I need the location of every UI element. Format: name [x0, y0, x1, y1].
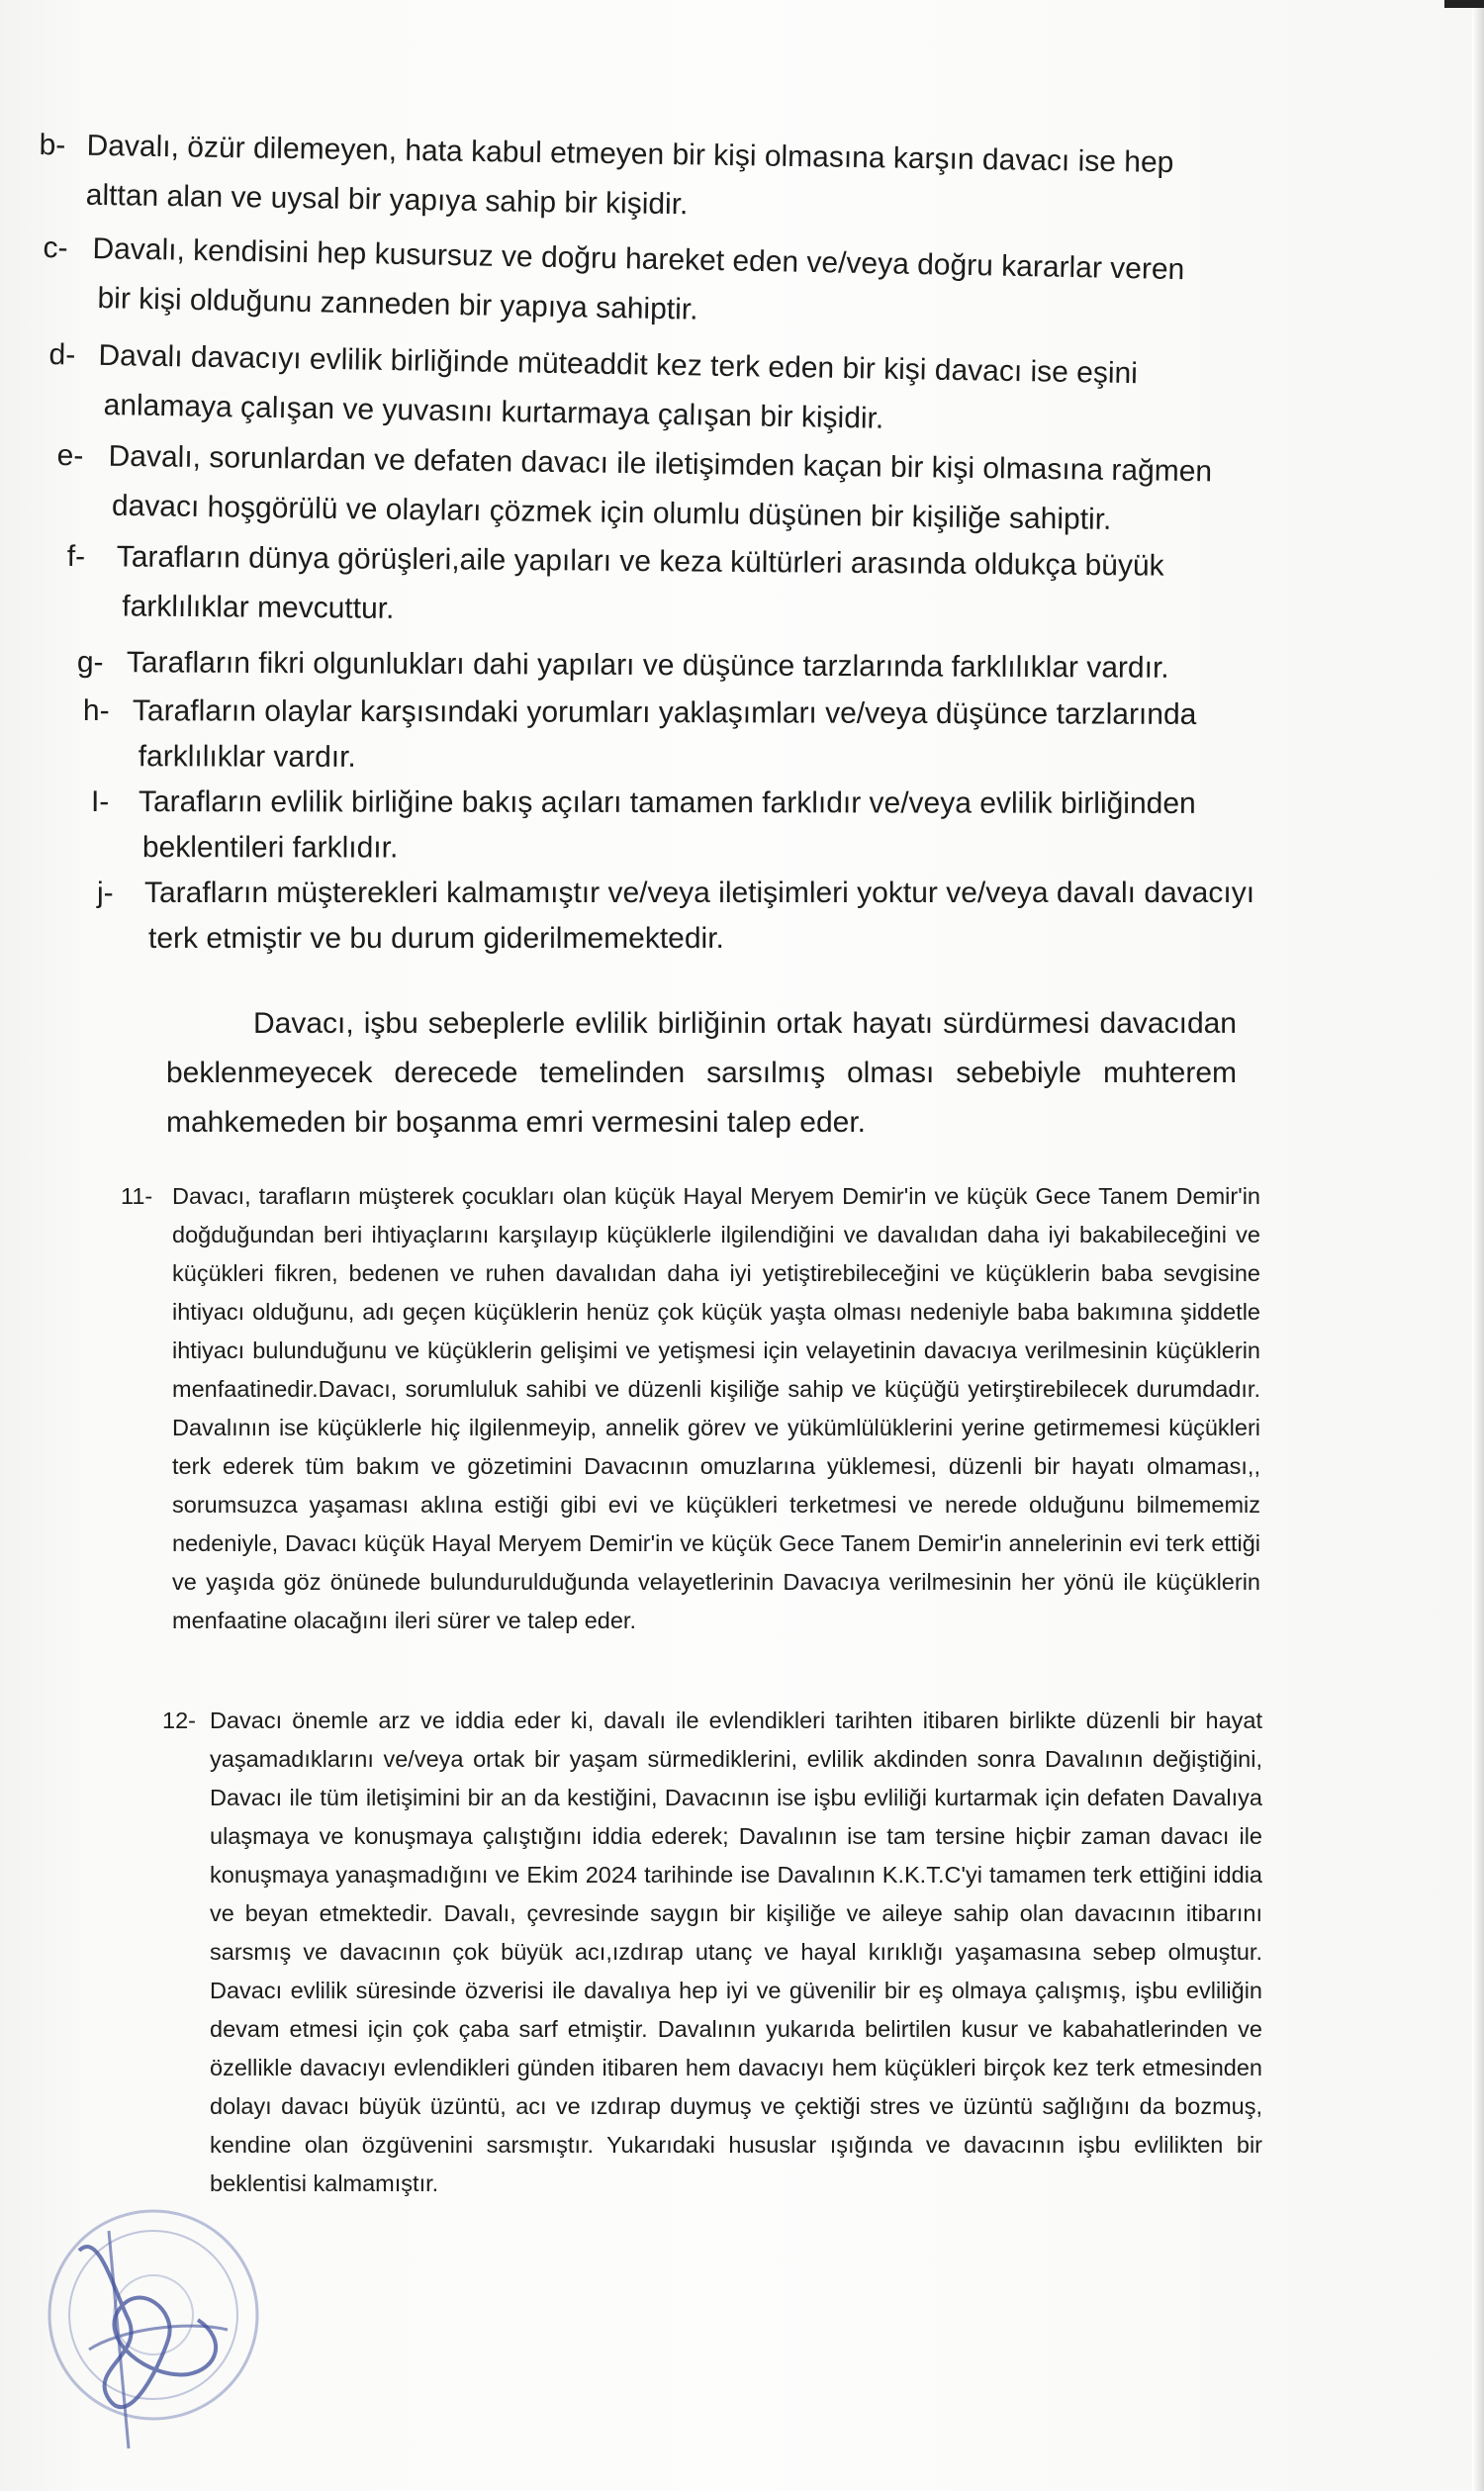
list-item-g	[76, 638, 1264, 685]
list-marker: h-	[82, 693, 110, 728]
list-text-line: Tarafların olaylar karşısındaki yorumları yaklaşımları ve/veya düşünce tarzlarında	[132, 694, 1197, 731]
list-marker: c-	[43, 231, 68, 265]
closing-paragraph: Davacı, işbu sebeplerle evlilik birliğinin ortak hayatı sürdürmesi davacıdan beklenmeyecek derecede temelinden sarsılmış olması sebebiyle muhterem mahkemeden bir boşanma emri vermesini talep eder.	[166, 1007, 1237, 1139]
list-marker: d-	[48, 337, 76, 372]
list-marker: f-	[66, 539, 86, 574]
list-text-line: farklılıklar vardır.	[138, 740, 356, 774]
list-text-line: beklentileri farklıdır.	[141, 831, 399, 865]
corner-mark	[1444, 0, 1484, 8]
list-marker: j-	[97, 876, 114, 909]
list-text-line: Tarafların müşterekleri kalmamıştır ve/veya iletişimleri yoktur ve/veya davalı davacıyı	[144, 876, 1255, 909]
list-text-line: Davalı, özür dilemeyen, hata kabul etmeyen bir kişi olmasına karşın davacı ise hep	[86, 129, 1174, 180]
list-marker: g-	[76, 645, 104, 680]
list-marker: I-	[90, 785, 110, 819]
list-item-b	[39, 121, 1227, 222]
item-text: Davacı önemle arz ve iddia eder ki, davalı ile evlendikleri tarihten itibaren birlikte düzenli bir hayat yaşamadıklarını ve/veya ortak bir yaşam sürmediklerini, evlilik akdinden sonra Davalının değiştiğini, Davacı ile tüm iletişimini bir an da kestiğini, Davacının ise işbu evliliği kurtarmak için defaten Davalıya ulaşmaya ve konuşmaya çalıştığını iddia ederek; Davalının ise tam tersine hiçbir zaman davacı ile konuşmaya yanaşmadığını ve Ekim 2024 tarihinde ise Davalının K.K.T.C'yi tamamen terk ettiğini iddia ve beyan etmektedir. Davalı, çevresinde saygın bir kişiliğe ve aileye sahip olan davacının itibarını sarsmış ve davacının çok büyük acı,ızdırap utanç ve hayal kırıklığı yaşamasına sebep olmuştur. Davacı evlilik süresinde özverisi ile davalıya hep iyi ve güvenilir bir eş olmaya çalışmış, işbu evliliğin devam etmesi için çok çaba sarf etmiştir. Davalının yukarıda belirtilen kusur ve kabahatlerinden ve özellikle davacıyı evlendikleri günden itibaren hem davacıyı hem küçükleri birçok kez terk etmesinden dolayı davacı büyük üzüntü, acı ve ızdırap duymuş ve çektiği stres ve üzüntü sağlığını da bozmuş, kendine olan özgüvenini sarsmıştır. Yukarıdaki hususlar ışığında ve davacının işbu evlilikten bir beklentisi kalmamıştır.	[210, 1707, 1262, 2196]
list-text-line: Davalı, sorunlardan ve defaten davacı ile iletişimden kaçan bir kişi olmasına rağmen	[108, 439, 1213, 489]
list-text-line: farklılıklar mevcuttur.	[122, 590, 395, 625]
list-text-line: Tarafların dünya görüşleri,aile yapıları ve keza kültürleri arasında oldukça büyük	[116, 540, 1164, 583]
list-text-line: alttan alan ve uysal bir yapıya sahip bir kişidir.	[85, 178, 689, 222]
page-edge-shadow	[1472, 0, 1484, 2491]
item-text: Davacı, tarafların müşterek çocukları olan küçük Hayal Meryem Demir'in ve küçük Gece Tanem Demir'in doğduğundan beri ihtiyaçlarını karşılayıp küçüklerle ilgilendiğini ve davalıdan daha iyi bakabileceğini ve küçükleri fikren, bedenen ve ruhen davalıdan daha iyi yetiştirebileceğini ve küçüklerin baba sevgisine ihtiyacı olduğunu, adı geçen küçüklerin henüz çok küçük yaşta olması nedeniyle baba bakımına şiddetle ihtiyacı bulunduğunu ve küçüklerin gelişimi ve yetişmesi için velayetinin davacıya verilmesinin küçüklerin menfaatinedir.Davacı, sorumluluk sahibi ve düzenli kişiliğe sahip ve küçüğü yetirştirebilecek durumdadır. Davalının ise küçüklerle hiç ilgilenmeyip, annelik görev ve yükümlülüklerini yerine getirmemesi küçükleri terk ederek tüm bakım ve gözetimini Davacının omuzlarına yüklemesi, düzenli bir hayatı olmaması,, sorumsuzca yaşaması aklına estiği gibi evi ve küçükleri terketmesi ve nerede olduğunu bilmememiz nedeniyle, Davacı küçük Hayal Meryem Demir'in ve küçük Gece Tanem Demir'in annelerinin evi terk ettiği ve yaşıda göz önünede bulundurulduğunda velayetlerinin Davacıya verilmesinin her yönü ile küçüklerin menfaatine olacağını ileri sürer ve talep eder.	[172, 1183, 1260, 1633]
item-number: 11-	[121, 1183, 153, 1209]
item-number: 12-	[162, 1707, 196, 1733]
official-seal-and-signature-icon	[20, 2171, 287, 2468]
list-text-line: anlamaya çalışan ve yuvasını kurtarmaya çalışan bir kişidir.	[103, 388, 884, 435]
list-marker: b-	[39, 128, 66, 162]
list-text-line: Tarafların evlilik birliğine bakış açıları tamamen farklıdır ve/veya evlilik birliğinden	[138, 785, 1196, 820]
list-text-line: Davalı, kendisini hep kusursuz ve doğru hareket eden ve/veya doğru kararlar veren	[92, 231, 1185, 287]
list-text-line: Tarafların fikri olgunlukları dahi yapıları ve düşünce tarzlarında farklılıklar vardır.	[126, 646, 1169, 685]
list-text-line: Davalı davacıyı evlilik birliğinde müteaddit kez terk eden bir kişi davacı ise eşini	[98, 338, 1139, 391]
list-text-line: terk etmiştir ve bu durum giderilmemektedir.	[148, 922, 724, 955]
list-marker: e-	[56, 438, 84, 473]
list-text-line: davacı hoşgörülü ve olayları çözmek için olumlu düşünen bir kişiliğe sahiptir.	[111, 489, 1112, 536]
list-text-line: bir kişi olduğunu zanneden bir yapıya sahiptir.	[97, 282, 698, 326]
list-item-i	[90, 778, 1278, 865]
